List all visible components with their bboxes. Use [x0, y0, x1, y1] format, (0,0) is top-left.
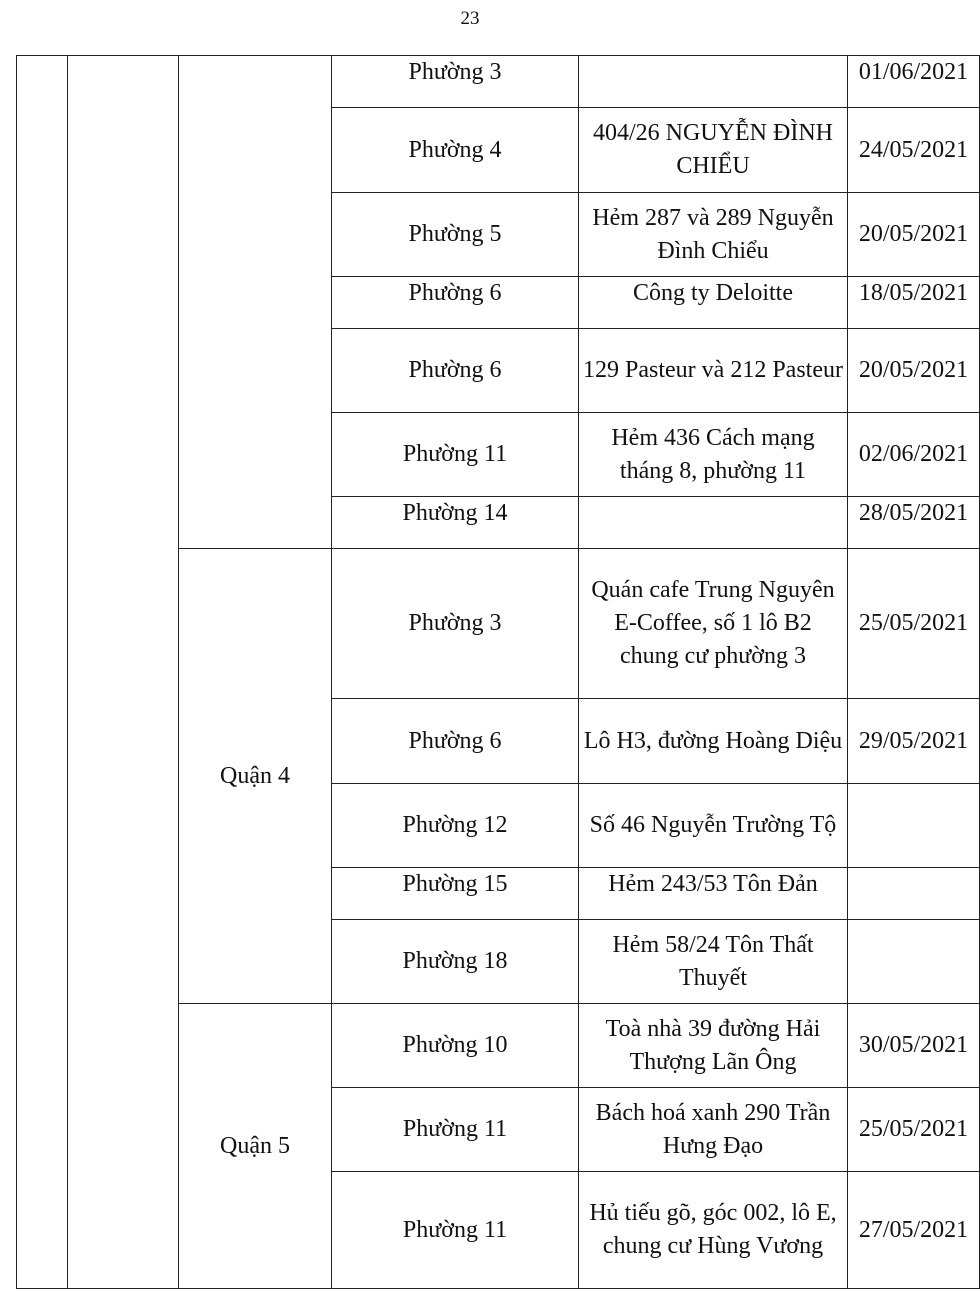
- date-cell: 25/05/2021: [848, 549, 980, 699]
- address-cell: Toà nhà 39 đường Hải Thượng Lãn Ông: [579, 1004, 848, 1088]
- date-cell: [848, 868, 980, 920]
- date-cell: 20/05/2021: [848, 329, 980, 413]
- date-cell: [848, 784, 980, 868]
- address-cell: Quán cafe Trung Nguyên E-Coffee, số 1 lô B2 chung cư phường 3: [579, 549, 848, 699]
- ward-cell: Phường 11: [332, 1088, 579, 1172]
- date-cell: 24/05/2021: [848, 108, 980, 193]
- ward-cell: Phường 11: [332, 1172, 579, 1289]
- address-cell: Hẻm 287 và 289 Nguyễn Đình Chiểu: [579, 193, 848, 277]
- date-cell: 30/05/2021: [848, 1004, 980, 1088]
- ward-cell: Phường 14: [332, 497, 579, 549]
- ward-cell: Phường 11: [332, 413, 579, 497]
- table-row: [17, 56, 980, 108]
- date-cell: [848, 920, 980, 1004]
- ward-cell: Phường 6: [332, 699, 579, 784]
- address-cell: Hẻm 58/24 Tôn Thất Thuyết: [579, 920, 848, 1004]
- ward-cell: Phường 6: [332, 329, 579, 413]
- date-cell: 02/06/2021: [848, 413, 980, 497]
- date-cell: 28/05/2021: [848, 497, 980, 549]
- address-cell: 404/26 NGUYỄN ĐÌNH CHIỂU: [579, 108, 848, 193]
- date-cell: 18/05/2021: [848, 277, 980, 329]
- address-cell: [579, 497, 848, 549]
- district-cell: Quận 5: [179, 1004, 332, 1289]
- province-cell: [68, 56, 179, 1289]
- address-cell: 129 Pasteur và 212 Pasteur: [579, 329, 848, 413]
- page-number: 23: [460, 8, 480, 29]
- address-cell: Lô H3, đường Hoàng Diệu: [579, 699, 848, 784]
- district-cell: Quận 4: [179, 549, 332, 1004]
- date-cell: 01/06/2021: [848, 56, 980, 108]
- address-cell: Số 46 Nguyễn Trường Tộ: [579, 784, 848, 868]
- index-cell: [17, 56, 68, 1289]
- date-cell: 25/05/2021: [848, 1088, 980, 1172]
- date-cell: 20/05/2021: [848, 193, 980, 277]
- ward-cell: Phường 3: [332, 56, 579, 108]
- address-cell: Công ty Deloitte: [579, 277, 848, 329]
- ward-cell: Phường 5: [332, 193, 579, 277]
- ward-cell: Phường 3: [332, 549, 579, 699]
- address-cell: [579, 56, 848, 108]
- ward-cell: Phường 4: [332, 108, 579, 193]
- ward-cell: Phường 12: [332, 784, 579, 868]
- date-cell: 27/05/2021: [848, 1172, 980, 1289]
- address-cell: Hủ tiếu gõ, góc 002, lô E, chung cư Hùng Vương: [579, 1172, 848, 1289]
- ward-cell: Phường 6: [332, 277, 579, 329]
- district-cell: [179, 56, 332, 549]
- ward-cell: Phường 10: [332, 1004, 579, 1088]
- ward-cell: Phường 18: [332, 920, 579, 1004]
- address-cell: Bách hoá xanh 290 Trần Hưng Đạo: [579, 1088, 848, 1172]
- ward-cell: Phường 15: [332, 868, 579, 920]
- date-cell: 29/05/2021: [848, 699, 980, 784]
- address-cell: Hẻm 436 Cách mạng tháng 8, phường 11: [579, 413, 848, 497]
- location-table: [16, 55, 980, 1289]
- address-cell: Hẻm 243/53 Tôn Đản: [579, 868, 848, 920]
